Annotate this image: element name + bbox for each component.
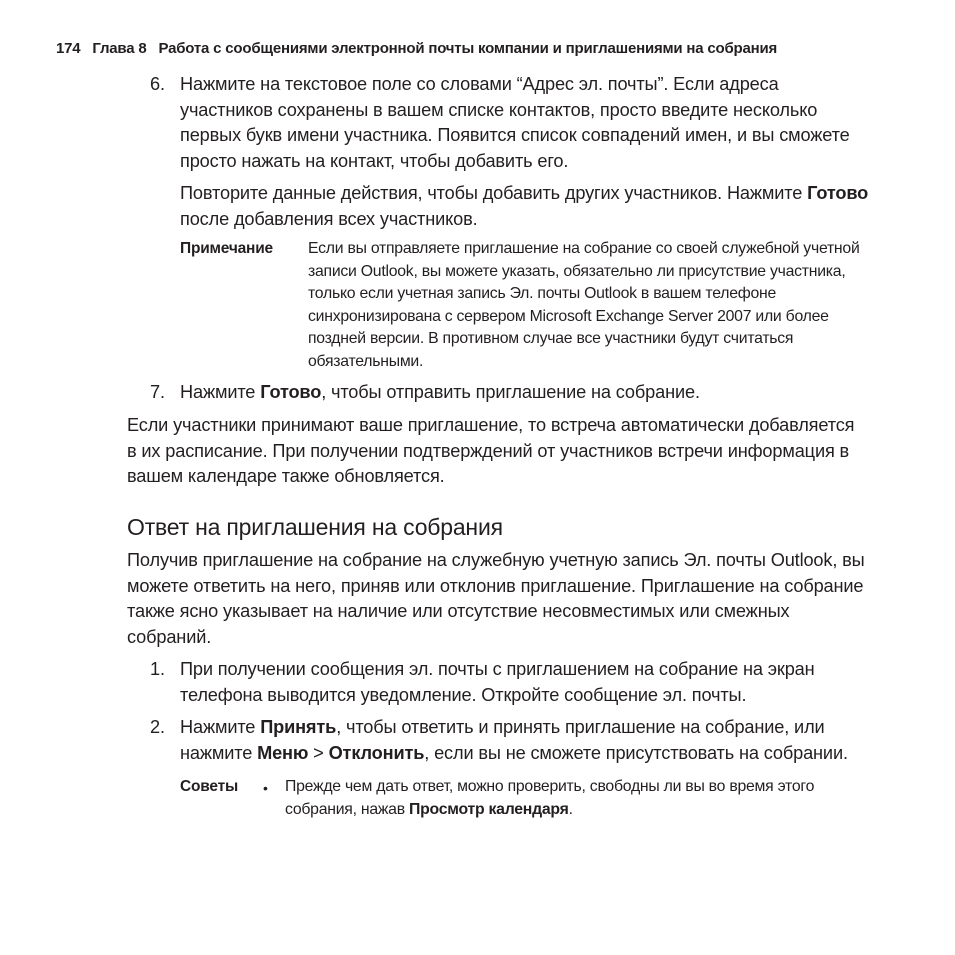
menu-term: Меню: [257, 742, 309, 763]
decline-term: Отклонить: [328, 742, 425, 763]
step-2-part-2: , чтобы ответить и принять приглашение на собрание, или нажмите: [180, 717, 825, 763]
step-6-number: 6.: [150, 74, 165, 94]
step-7-after: , чтобы отправить приглашение на собрание.: [321, 382, 700, 402]
step-2-part-1: Нажмите: [180, 717, 261, 737]
tip-bullet: •: [263, 780, 268, 796]
tips-label: Советы: [180, 778, 239, 795]
chapter-title: Работа с сообщениями электронной почты компании и приглашениями на собрания: [158, 40, 778, 57]
step-7: [150, 380, 870, 406]
repeat-text-before: Повторите данные действия, чтобы добавить других участников. Нажмите: [180, 183, 808, 203]
calendar-view-term: Просмотр календаря: [409, 800, 569, 818]
tip-text: [285, 776, 875, 821]
tip-text-before: Прежде чем дать ответ, можно проверить, свободны ли вы во время этого собрания, нажав: [285, 778, 815, 818]
step-1: [150, 657, 870, 708]
chapter-label: Глава 8: [92, 40, 147, 57]
tip-text-after: .: [568, 800, 573, 818]
accept-term: Принять: [260, 717, 337, 737]
step-7-number: 7.: [150, 382, 165, 402]
step-7-before: Нажмите: [180, 382, 261, 402]
step-7-text: [180, 380, 870, 406]
step-2-number: 2.: [150, 717, 165, 737]
step-1-number: 1.: [150, 659, 165, 679]
step-2: [150, 715, 870, 766]
running-header: [56, 40, 777, 57]
step-1-text: При получении сообщения эл. почты с приглашением на собрание на экран телефона выводится уведомление. Откройте сообщение эл. почты.: [180, 659, 815, 705]
step-6-text: Нажмите на текстовое поле со словами “Адрес эл. почты”. Если адреса участников сохранены в вашем списке контактов, просто введите несколько первых букв имени участника. Появится список совпадений имен, и вы сможете просто нажать на контакт, чтобы добавить его.: [180, 74, 850, 171]
step-6: [150, 72, 870, 174]
section-intro: Получив приглашение на собрание на служебную учетную запись Эл. почты Outlook, вы можете ответить на него, приняв или отклонив приглашение. Приглашение на собрание также ясно указывает на наличие или отсутствие несовместимых или смежных собраний.: [127, 550, 865, 647]
done-term: Готово: [807, 183, 869, 203]
done-term: Готово: [260, 382, 322, 402]
paragraph-confirmation: Если участники принимают ваше приглашение, то встреча автоматически добавляется в их расписание. При получении подтверждений от участников встречи информация в вашем календаре также обновляется.: [127, 415, 855, 486]
step-2-separator: >: [308, 742, 329, 763]
page-number: 174: [56, 40, 81, 57]
repeat-paragraph: [180, 181, 870, 232]
step-2-text: [180, 715, 870, 766]
note-label: Примечание: [180, 240, 273, 257]
step-2-part-3: , если вы не сможете присутствовать на собрании.: [424, 742, 848, 763]
section-heading: Ответ на приглашения на собрания: [127, 514, 503, 540]
repeat-text-after: после добавления всех участников.: [180, 208, 478, 229]
note-text: Если вы отправляете приглашение на собрание со своей служебной учетной записи Outlook, вы можете указать, обязательно ли присутствие участника, только если учетная запись Эл. почты Outlook в вашем телефоне синхронизирована с сервером Microsoft Exchange Server 2007 или более поздней версии. В противном случае все участники будут считаться обязательными.: [308, 240, 860, 370]
